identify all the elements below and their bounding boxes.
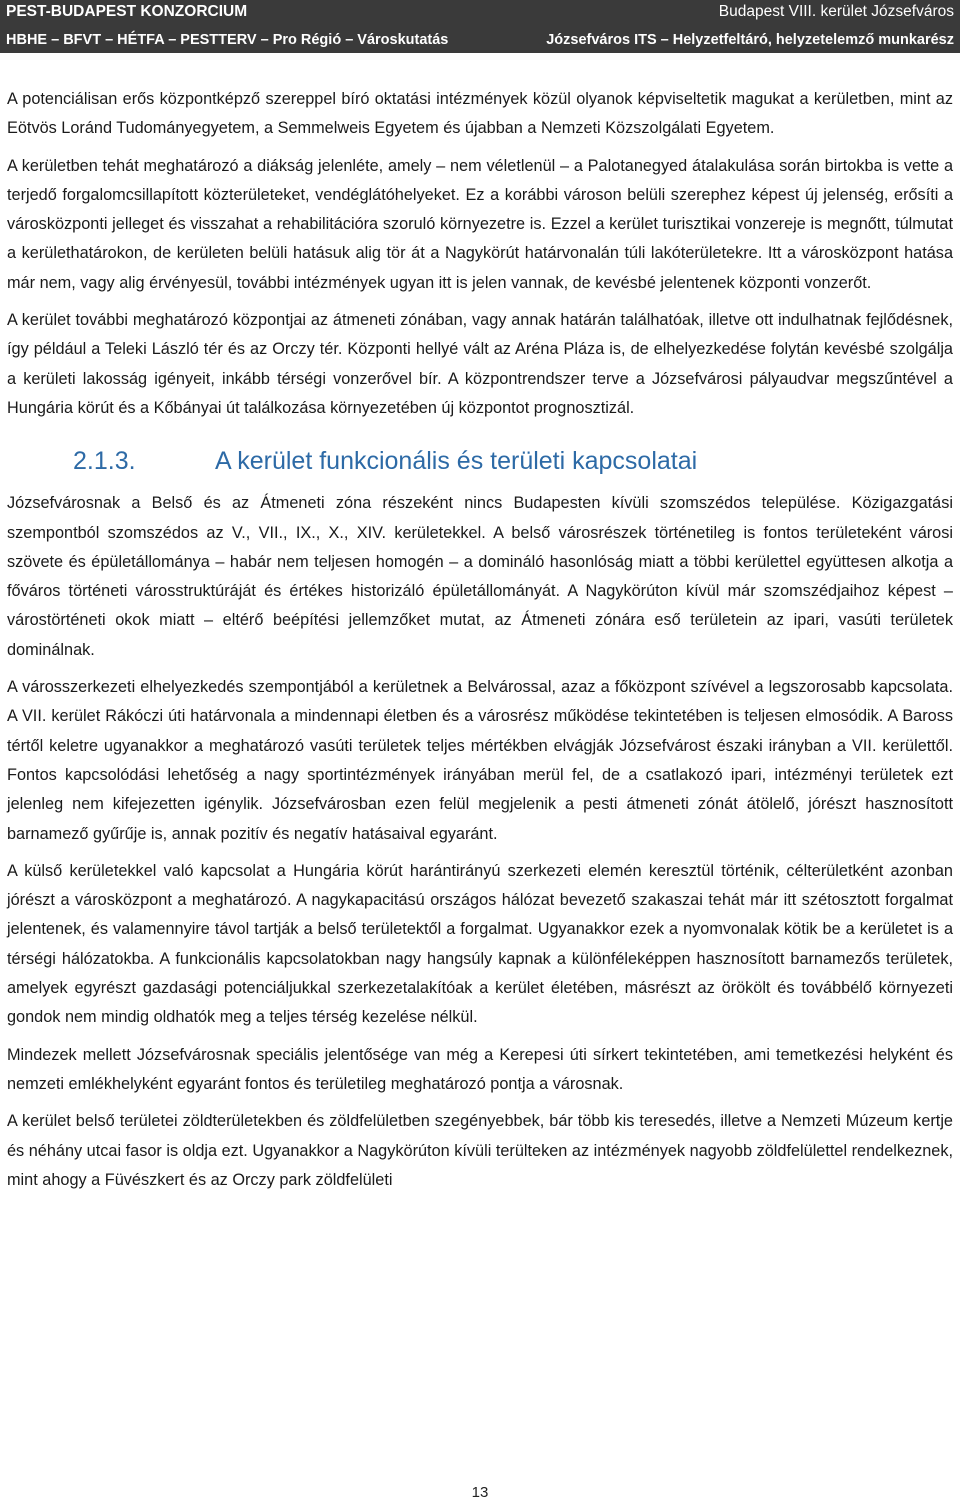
document-body: [7, 85, 953, 1203]
header-location: Budapest VIII. kerület Józsefváros: [718, 3, 954, 20]
section-number: 2.1.3.: [73, 447, 136, 476]
paragraph: A városszerkezeti elhelyezkedés szempontjából a kerületnek a Belvárossal, azaz a főközpont szívével a legszorosabb kapcsolata. A VII. kerület Rákóczi úti határvonala a mindennapi életben és a városrész működése tekintetében is teljesen elmosódik. A Baross tértől keletre ugyanakkor a meghatározó vasúti területek teljes mértékben elvágják Józsefvárost északi irányban a VII. kerülettől. Fontos kapcsolódási lehetőség a nagy sportintézmények irányában merül fel, de a csatlakozó ipari, intézményi területek ezt jelenleg nem kifejezetten igénylik. Józsefvárosban ezen felül megjelenik a pesti átmeneti zónát átölelő, jórészt hasznosított barnamező gyűrűje is, annak pozitív és negatív hatásaival egyaránt.: [7, 678, 953, 843]
header-members: HBHE – BFVT – HÉTFA – PESTTERV – Pro Régió – Városkutatás: [6, 32, 449, 48]
section-title: A kerület funkcionális és területi kapcsolatai: [215, 447, 698, 476]
header-row-bottom: [0, 28, 960, 52]
page-number: 13: [471, 1484, 489, 1501]
paragraph: A kerület további meghatározó központjai az átmeneti zónában, vagy annak határán találhatóak, illetve ott indulhatnak fejlődésnek, így például a Teleki László tér és az Orczy tér. Központi hellyé vált az Aréna Pláza is, de elhelyezkedése folytán kevésbé szolgálja a kerületi lakosság igényeit, inkább térségi vonzerővel bír. A központrendszer terve a Józsefvárosi pályaudvar megszűntével a Hungária körút és a Kőbányai út találkozása környezetében új központot prognosztizál.: [7, 311, 953, 417]
paragraph: A külső kerületekkel való kapcsolat a Hungária körút harántirányú szerkezeti elemén keresztül történik, célterületként azonban jórészt a városközpont a meghatározó. A nagykapacitású országos hálózat bevezető szakaszai tehát már itt szétosztott forgalmat jelentenek, és valamennyire távol tartják a belső területektől a forgalmat. Ugyanakkor ezek a nyomvonalak kötik be a kerületet is a térségi hálózatokba. A funkcionális kapcsolatokban nagy hangsúly kapnak a különféleképpen hasznosított barnamezős területek, amelyek egyrészt gazdasági potenciáljukkal szerkezetalakítóak a kerület életében, másrészt az örökölt és továbbélő környezeti gondok nem mindig oldhatók meg a teljes térség kezelése nélkül.: [7, 861, 953, 1027]
paragraph: Mindezek mellett Józsefvárosnak speciális jelentősége van még a Kerepesi úti sírkert tekintetében, ami temetkezési helyként és nemzeti emlékhelyként egyaránt fontos és területileg meghatározó pontja a városnak.: [7, 1045, 953, 1093]
paragraph: A kerületben tehát meghatározó a diákság jelenléte, amely – nem véletlenül – a Palotanegyed átalakulása során birtokba is vette a terjedő forgalomcsillapított közterületeket, vendéglátóhelyeket. Ez a korábbi városon belüli szerephez képest új jelenség, erősíti a városközponti jelleget és visszahat a rehabilitációra szoruló környezetre is. Ezzel a kerület turisztikai vonzereje is megnőtt, túlmutat a kerülethatárokon, de kerületen belüli hatásuk alig tör át a Nagykörút határvonalán túli lakóterületekre. Itt a városközpont hatása már nem, vagy alig érvényesül, további intézmények ugyan itt is jelen vannak, de kevésbé jelentenek központi vonzerőt.: [7, 156, 953, 292]
paragraph: Józsefvárosnak a Belső és az Átmeneti zóna részeként nincs Budapesten kívüli szomszédos települése. Közigazgatási szempontból szomszédos az V., VII., IX., X., XIV. kerületekkel. A belső városrészek történetileg is fontos területeként városi szövete és épületállománya – habár nem teljesen homogén – a domináló hasonlóság miatt a többi kerülettel együttesen alkotja a főváros történeti városstruktúráját és értékes historizáló épületállományát. A Nagykörúton kívül már szomszédjaihoz képest –várostörténeti okok miatt – eltérő beépítési jellemzőket mutat, az Átmeneti zónára eső területein az ipari, vasúti területek dominálnak.: [7, 494, 953, 659]
header-doc-type: Józsefváros ITS – Helyzetfeltáró, helyzetelemző munkarész: [546, 32, 954, 48]
paragraph: A kerület belső területei zöldterületekben és zöldfelületben szegényebbek, bár több kis teresedés, illetve a Nemzeti Múzeum kertje és néhány utcai fasor is oldja ezt. Ugyanakkor a Nagykörúton kívüli terülteken az intézmények nagyobb zöldfelülettel rendelkeznek, mint ahogy a Füvészkert és az Orczy park zöldfelületi: [7, 1112, 953, 1189]
header-org: PEST-BUDAPEST KONZORCIUM: [6, 3, 248, 20]
header-row-top: [0, 0, 960, 24]
page-header: [0, 0, 960, 53]
section-heading: [7, 443, 953, 479]
paragraph: A potenciálisan erős központképző szereppel bíró oktatási intézmények közül olyanok képviseltetik magukat a kerületben, mint az Eötvös Loránd Tudományegyetem, a Semmelweis Egyetem és újabban a Nemzeti Közszolgálati Egyetem.: [7, 90, 953, 138]
